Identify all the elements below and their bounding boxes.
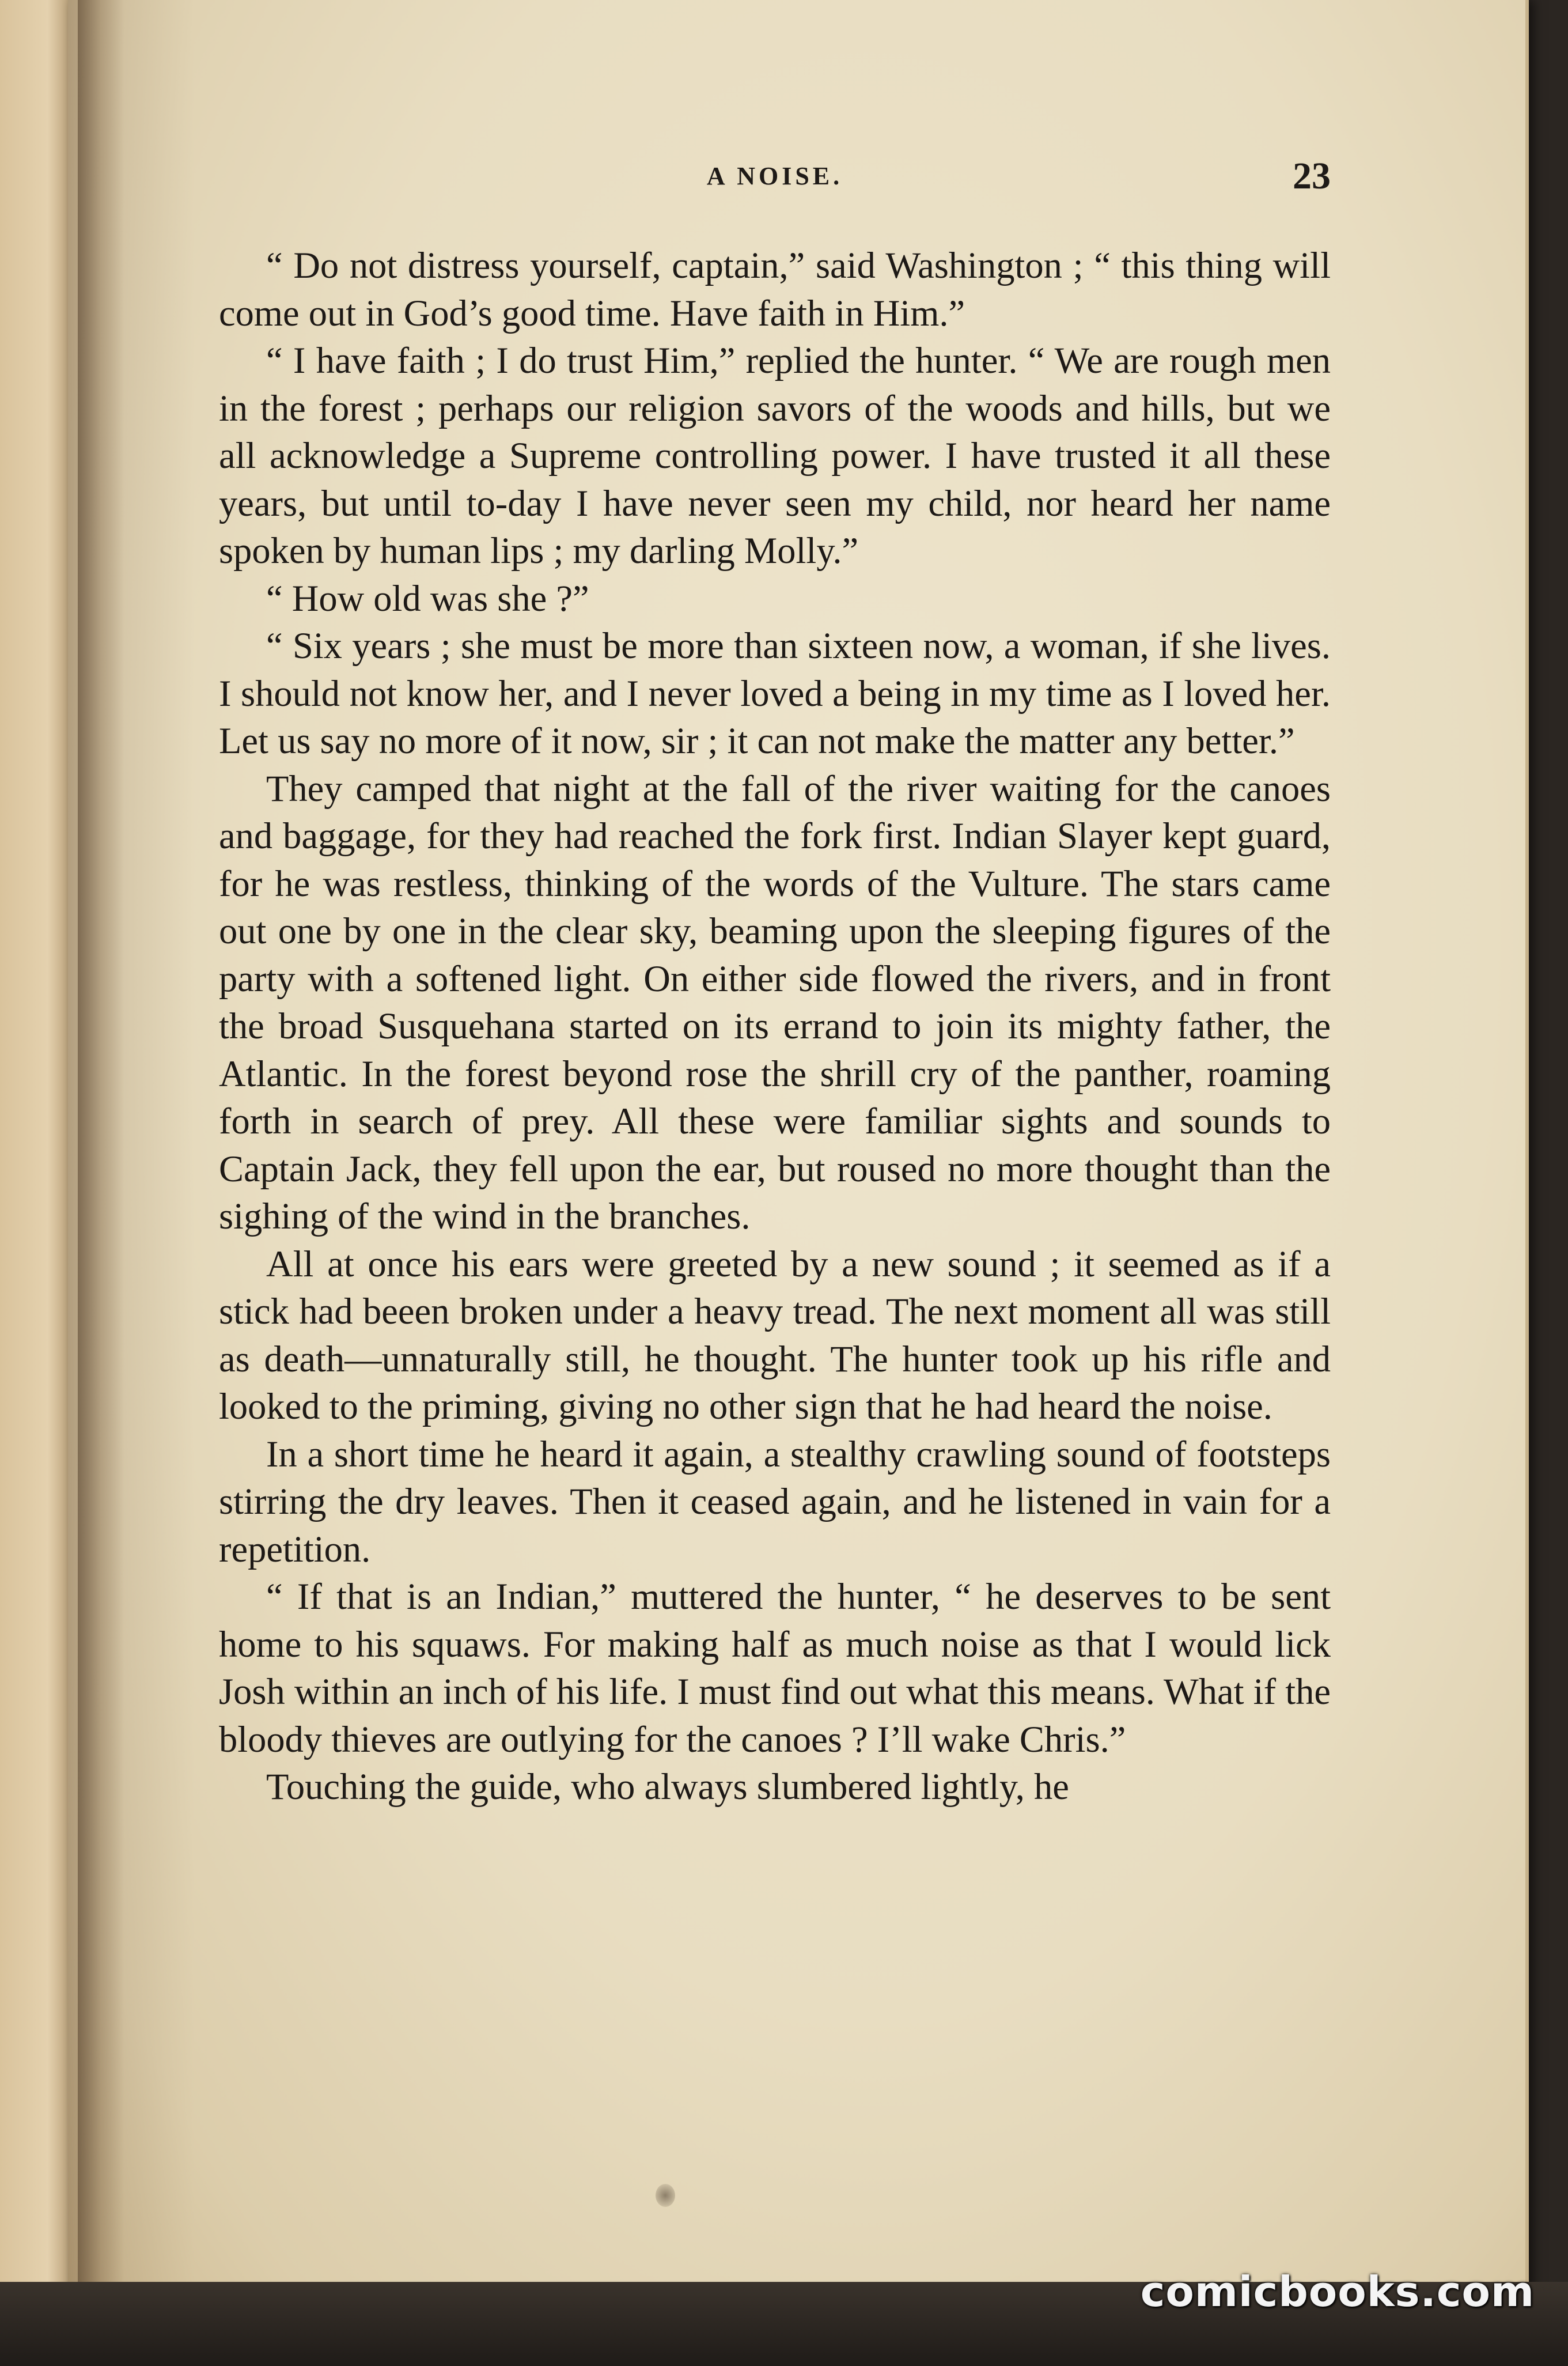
paragraph: “ How old was she ?” [266, 577, 589, 619]
ink-smudge [656, 2184, 675, 2207]
book-gutter [78, 0, 124, 2366]
paragraph: All at once his ears were greeted by a new sound ; it seemed as if a stick had beeen broken under a heavy tread. The next moment all was still as death—unnaturally still, he thought. The hunter took up his rifle and looked to the priming, giving no other sign that he had heard the noise. [219, 1243, 1331, 1427]
paragraph: “ Do not distress yourself, captain,” said Washington ; “ this thing will come out in God’s good time. Have faith in Him.” [219, 245, 1331, 334]
watermark: comicbooks.com [1140, 2267, 1535, 2316]
paragraph: “ Six years ; she must be more than sixteen now, a woman, if she lives. I should not know her, and I never loved a being in my time as I loved her. Let us say no more of it now, sir ; it can not make the matter any better.” [219, 625, 1331, 761]
paragraph: They camped that night at the fall of the river waiting for the canoes and baggage, for they had reached the fork first. Indian Slayer kept guard, for he was restless, thinking of the words of the Vulture. The stars came out one by one in the clear sky, beaming upon the sleeping figures of the party with a softened light. On either side flowed the rivers, and in front the broad Susquehana started on its errand to join its mighty father, the Atlantic. In the forest beyond rose the shrill cry of the panther, roaming forth in search of prey. All these were familiar sights and sounds to Captain Jack, they fell upon the ear, but roused no more thought than the sighing of the wind in the branches. [219, 768, 1331, 1237]
paragraph: Touching the guide, who always slumbered lightly, he [266, 1766, 1069, 1807]
body-text [219, 242, 1331, 1811]
paragraph: “ I have faith ; I do trust Him,” replied the hunter. “ We are rough men in the forest ; perhaps our religion savors of the woods and hills, but we all acknowledge a Supreme controlling power. I have trusted it all these years, but until to-day I have never seen my child, nor heard her name spoken by human lips ; my darling Molly.” [219, 340, 1331, 571]
running-head [219, 154, 1331, 201]
running-title: A NOISE. [706, 162, 843, 190]
paragraph: “ If that is an Indian,” muttered the hunter, “ he deserves to be sent home to his squaws. For making half as much noise as that I would lick Josh within an inch of his life. I must find out what this means. What if the bloody thieves are outlying for the canoes ? I’ll wake Chris.” [219, 1576, 1331, 1760]
page-number: 23 [1293, 155, 1331, 197]
paragraph: In a short time he heard it again, a stealthy crawling sound of footsteps stirring the dry leaves. Then it ceased again, and he listened in vain for a repetition. [219, 1433, 1331, 1570]
